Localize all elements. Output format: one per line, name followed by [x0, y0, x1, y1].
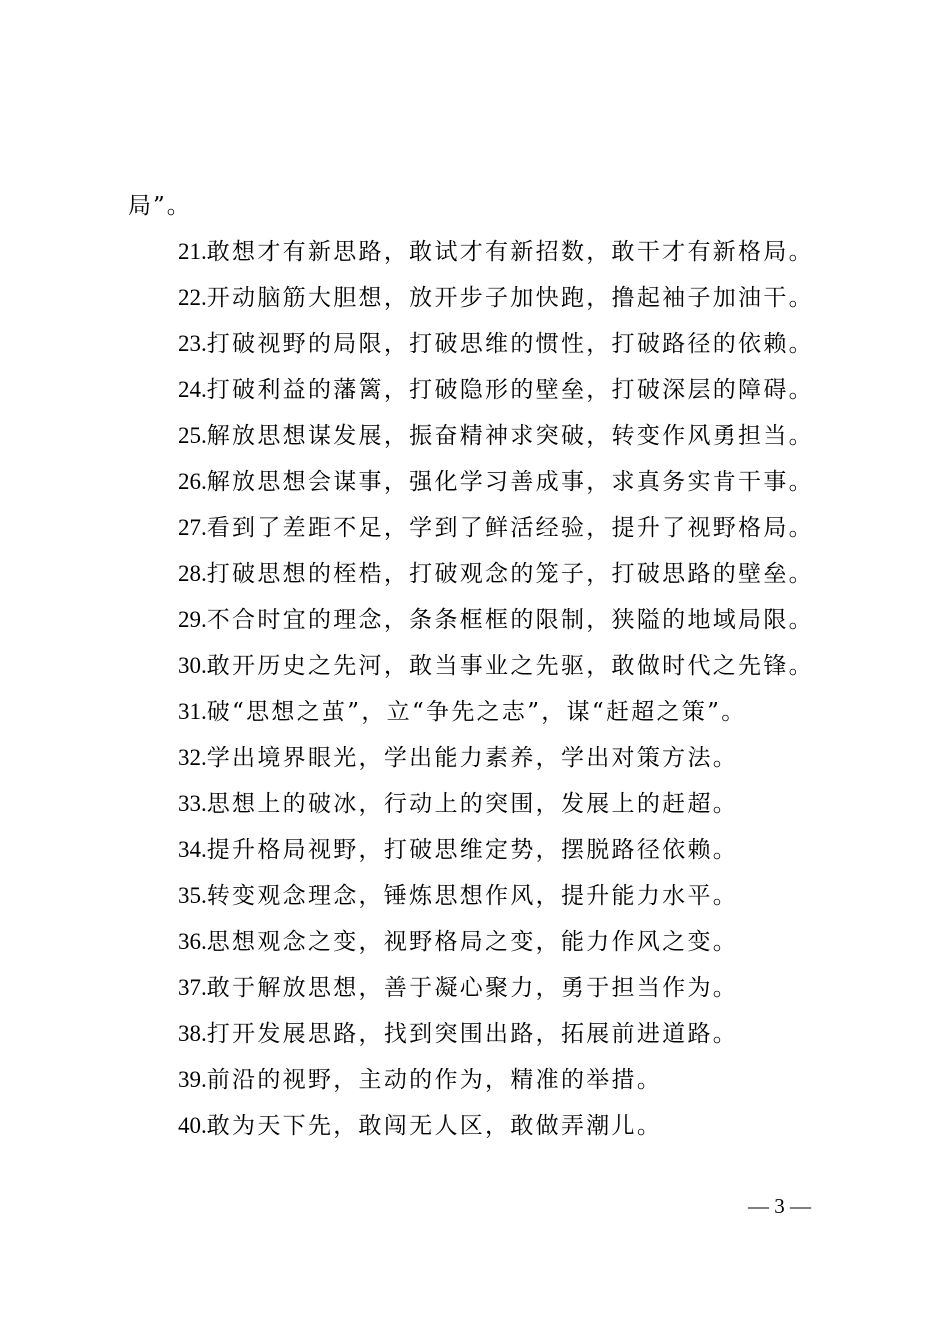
- item-text: 敢想才有新思路，敢试才有新招数，敢干才有新格局。: [206, 239, 814, 265]
- item-number: 31.: [178, 699, 207, 724]
- item-text: 转变观念理念，锤炼思想作风，提升能力水平。: [206, 883, 739, 909]
- list-item: [178, 650, 814, 696]
- continuation-text: 局”。: [128, 193, 192, 219]
- item-number: 26.: [178, 469, 207, 494]
- item-number: 39.: [178, 1067, 207, 1092]
- list-item: [178, 374, 814, 420]
- list-item: [178, 1110, 814, 1156]
- list-item: [178, 1018, 814, 1064]
- item-number: 40.: [178, 1113, 207, 1138]
- item-text: 破“思想之茧”，立“争先之志”，谋“赶超之策”。: [206, 699, 747, 725]
- list-item: [178, 880, 814, 926]
- list-item: [178, 328, 814, 374]
- item-text: 敢于解放思想，善于凝心聚力，勇于担当作为。: [206, 975, 739, 1001]
- list-item: [178, 604, 814, 650]
- list-item: [178, 788, 814, 834]
- item-text: 打破思想的桎梏，打破观念的笼子，打破思路的壁垒。: [206, 561, 814, 587]
- item-number: 27.: [178, 515, 207, 540]
- item-text: 解放思想会谋事，强化学习善成事，求真务实肯干事。: [206, 469, 814, 495]
- item-text: 前沿的视野，主动的作为，精准的举措。: [206, 1067, 663, 1093]
- list-item: [178, 834, 814, 880]
- item-number: 32.: [178, 745, 207, 770]
- list-item: [178, 236, 814, 282]
- item-number: 21.: [178, 239, 207, 264]
- item-text: 学出境界眼光，学出能力素养，学出对策方法。: [206, 745, 739, 771]
- item-number: 38.: [178, 1021, 207, 1046]
- item-text: 思想上的破冰，行动上的突围，发展上的赶超。: [206, 791, 739, 817]
- item-text: 敢为天下先，敢闯无人区，敢做弄潮儿。: [206, 1113, 663, 1139]
- item-text: 提升格局视野，打破思维定势，摆脱路径依赖。: [206, 837, 739, 863]
- item-text: 敢开历史之先河，敢当事业之先驱，敢做时代之先锋。: [206, 653, 814, 679]
- item-number: 23.: [178, 331, 207, 356]
- item-text: 不合时宜的理念，条条框框的限制，狭隘的地域局限。: [206, 607, 814, 633]
- item-number: 37.: [178, 975, 207, 1000]
- item-text: 开动脑筋大胆想，放开步子加快跑，撸起袖子加油干。: [206, 285, 814, 311]
- list-item: [178, 512, 814, 558]
- list-item: [178, 1064, 814, 1110]
- list-item: [178, 420, 814, 466]
- item-text: 打破利益的藩篱，打破隐形的壁垒，打破深层的障碍。: [206, 377, 814, 403]
- page-number: — 3 —: [748, 1194, 811, 1218]
- item-text: 看到了差距不足，学到了鲜活经验，提升了视野格局。: [206, 515, 814, 541]
- item-text: 解放思想谋发展，振奋精神求突破，转变作风勇担当。: [206, 423, 814, 449]
- item-text: 打开发展思路，找到突围出路，拓展前进道路。: [206, 1021, 739, 1047]
- item-number: 28.: [178, 561, 207, 586]
- item-number: 36.: [178, 929, 207, 954]
- item-text: 思想观念之变，视野格局之变，能力作风之变。: [206, 929, 739, 955]
- list-item: [178, 742, 814, 788]
- list-item: [178, 466, 814, 512]
- item-number: 30.: [178, 653, 207, 678]
- item-number: 24.: [178, 377, 207, 402]
- slogan-list: [178, 236, 814, 1156]
- item-number: 33.: [178, 791, 207, 816]
- list-item: [178, 282, 814, 328]
- list-item: [178, 972, 814, 1018]
- item-number: 34.: [178, 837, 207, 862]
- item-number: 22.: [178, 285, 207, 310]
- item-text: 打破视野的局限，打破思维的惯性，打破路径的依赖。: [206, 331, 814, 357]
- list-item: [178, 696, 814, 742]
- item-number: 29.: [178, 607, 207, 632]
- list-item: [178, 558, 814, 604]
- item-number: 35.: [178, 883, 207, 908]
- item-number: 25.: [178, 423, 207, 448]
- list-item: [178, 926, 814, 972]
